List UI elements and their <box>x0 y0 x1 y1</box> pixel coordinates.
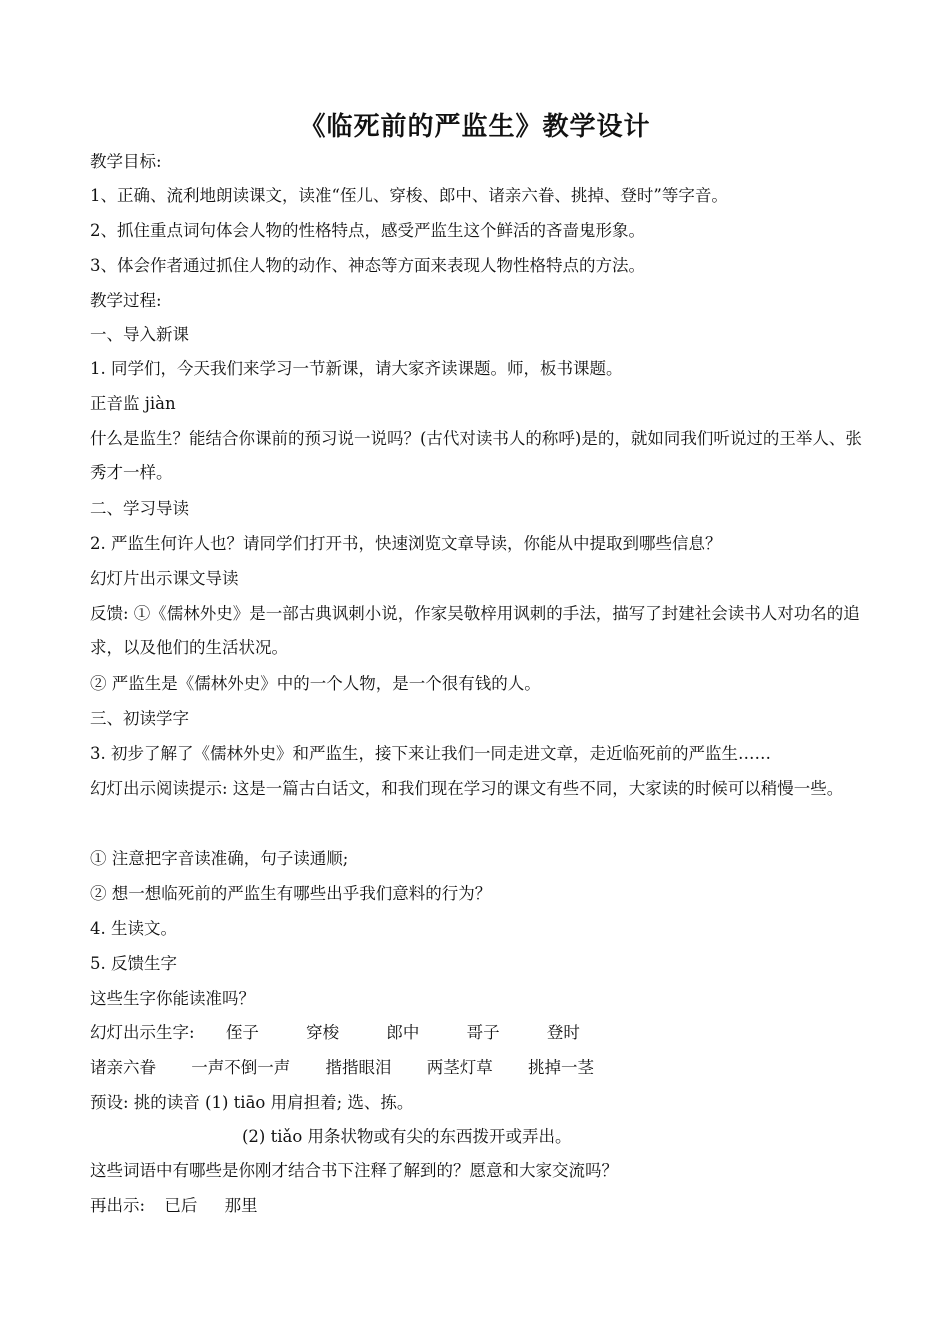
section-2-heading: 二、学习导读 <box>90 499 189 518</box>
word-item: 挑掉一茎 <box>528 1058 594 1077</box>
section-2-paragraph-3: 反馈: ①《儒林外史》是一部古典讽刺小说，作家吴敬梓用讽刺的手法，描写了封建社会读书人对功名的追求，以及他们的生活状况。 <box>90 604 860 657</box>
words-row-1 <box>90 1022 870 1044</box>
section-3-paragraph-1: 3. 初步了解了《儒林外史》和严监生，接下来让我们一同走进文章，走近临死前的严监生…… <box>90 744 771 763</box>
section-3-paragraph-6: 5. 反馈生字 <box>90 954 177 973</box>
words-row-1-label: 幻灯出示生字: <box>90 1023 195 1042</box>
word-item: 揩揩眼泪 <box>325 1058 392 1077</box>
preset-reading-1: 预设: 挑的读音 (1) tiāo 用肩担着; 选、拣。 <box>90 1093 414 1112</box>
preset-reading-2: (2) tiǎo 用条状物或有尖的东西拨开或弄出。 <box>242 1127 572 1146</box>
document-title: 《临死前的严监生》教学设计 <box>299 112 651 142</box>
word-item: 已后 <box>164 1196 198 1215</box>
section-3-paragraph-7: 这些生字你能读准吗？ <box>90 989 255 1008</box>
section-2-paragraph-1: 2. 严监生何许人也？请同学们打开书，快速浏览文章导读，你能从中提取到哪些信息？ <box>90 534 722 553</box>
word-item: 两茎灯草 <box>426 1058 493 1077</box>
section-1-paragraph-3: 什么是监生？能结合你课前的预习说一说吗？(古代对读书人的称呼)是的，就如同我们听说过的王举人、张秀才一样。 <box>90 429 862 482</box>
section-3-paragraph-4: ② 想一想临死前的严监生有哪些出乎我们意料的行为？ <box>90 884 492 903</box>
word-item: 登时 <box>546 1023 580 1042</box>
word-item: 一声不倒一声 <box>191 1058 291 1077</box>
section-2-paragraph-2: 幻灯片出示课文导读 <box>90 569 239 588</box>
word-item: 穿梭 <box>306 1023 340 1042</box>
section-1-paragraph-2: 正音监 jiàn <box>90 394 176 413</box>
objective-1: 1、正确、流利地朗读课文，读准“侄儿、穿梭、郎中、诸亲六眷、挑掉、登时”等字音。 <box>90 186 728 205</box>
words-row-2 <box>90 1057 870 1079</box>
objective-2: 2、抓住重点词句体会人物的性格特点，感受严监生这个鲜活的吝啬鬼形象。 <box>90 221 645 240</box>
section-3-paragraph-2: 幻灯出示阅读提示: 这是一篇古白话文，和我们现在学习的课文有些不同，大家读的时候可以稍慢一些。 <box>90 779 844 798</box>
word-item: 郎中 <box>386 1023 420 1042</box>
word-item: 哥子 <box>466 1023 500 1042</box>
section-3-paragraph-3: ① 注意把字音读准确，句子读通顺; <box>90 849 349 868</box>
again-words-row <box>90 1195 870 1217</box>
section-3-paragraph-8: 这些词语中有哪些是你刚才结合书下注释了解到的？愿意和大家交流吗？ <box>90 1161 618 1180</box>
again-label: 再出示: <box>90 1196 146 1215</box>
word-item: 侄子 <box>225 1023 259 1042</box>
objective-3: 3、体会作者通过抓住人物的动作、神态等方面来表现人物性格特点的方法。 <box>90 256 645 275</box>
section-1-paragraph-1: 1. 同学们，今天我们来学习一节新课，请大家齐读课题。师，板书课题。 <box>90 359 623 378</box>
process-heading: 教学过程: <box>90 291 162 310</box>
word-item: 诸亲六眷 <box>90 1058 156 1077</box>
section-3-heading: 三、初读学字 <box>90 709 189 728</box>
section-3-paragraph-5: 4. 生读文。 <box>90 919 177 938</box>
objectives-heading: 教学目标: <box>90 152 162 171</box>
word-item: 那里 <box>224 1196 258 1215</box>
section-1-heading: 一、导入新课 <box>90 325 189 344</box>
section-2-paragraph-4: ② 严监生是《儒林外史》中的一个人物，是一个很有钱的人。 <box>90 674 541 693</box>
